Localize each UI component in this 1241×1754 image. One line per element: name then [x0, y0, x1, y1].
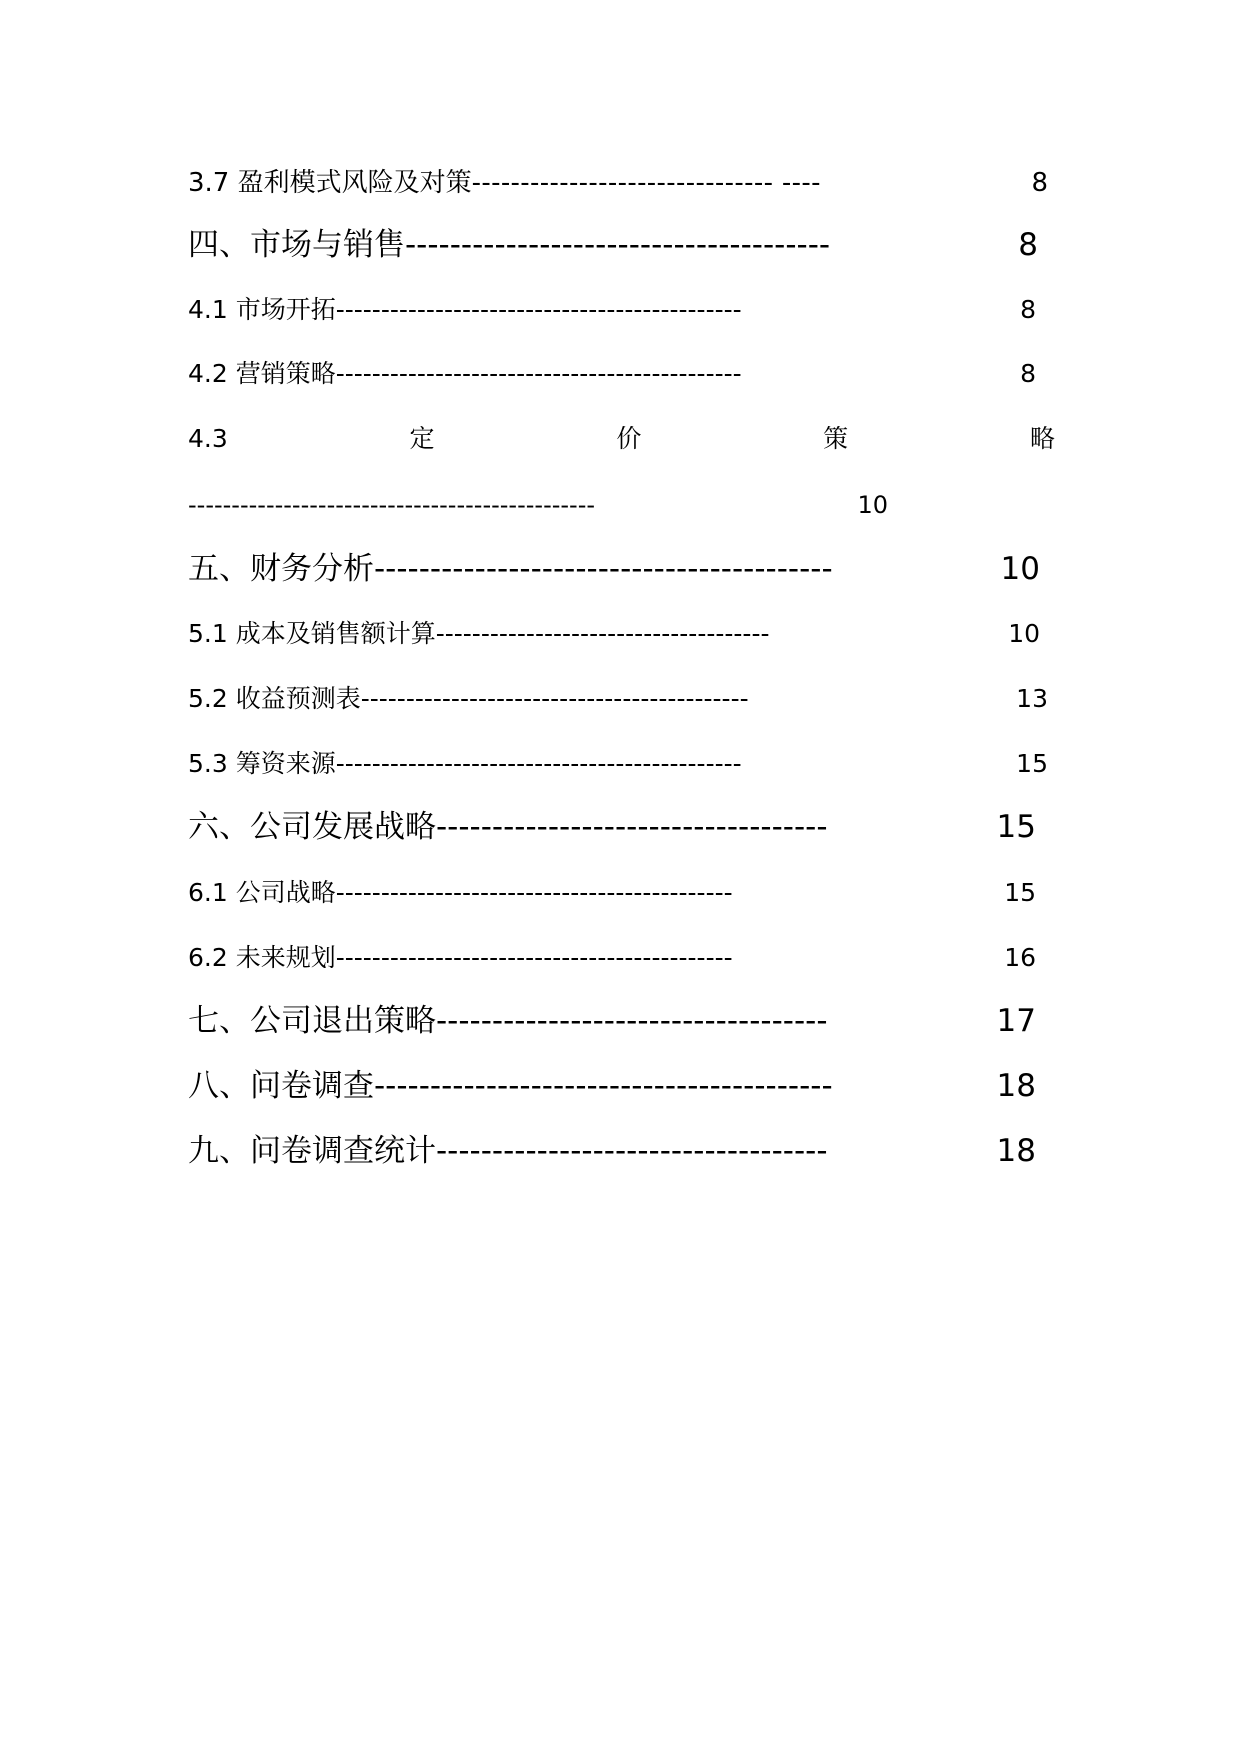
toc-entry-title: 九、问卷调查统计 — [188, 1133, 436, 1169]
toc-entry-title: 六、公司发展战略 — [188, 809, 436, 845]
toc-entry-leader: ----------------------------------------- — [374, 1071, 833, 1102]
toc-entry-page: 10 — [1000, 551, 1040, 587]
toc-entry-6-2[interactable] — [188, 945, 1036, 970]
toc-entry-leader: -------------------------------------------- — [335, 945, 733, 970]
toc-entry-page: 15 — [1008, 749, 1048, 778]
toc-entry-leader: ------------------------------------- — [435, 621, 770, 646]
toc-entry-leader: --------------------------------------------- — [335, 297, 742, 322]
toc-entry-chapter-9[interactable] — [188, 1133, 1036, 1169]
toc-entry-title-part: 策 — [823, 426, 849, 453]
toc-entry-title: 5.1 成本及销售额计算 — [188, 619, 436, 648]
toc-entry-title: 6.2 未来规划 — [188, 943, 336, 972]
toc-entry-title: 6.1 公司战略 — [188, 878, 336, 907]
toc-entry-title-part: 略 — [1029, 426, 1055, 453]
toc-entry-page: 15 — [1004, 878, 1036, 907]
toc-entry-title: 4.1 市场开拓 — [188, 295, 336, 324]
toc-entry-leader: ----------------------------------- — [436, 812, 828, 843]
toc-entry-title: 四、市场与销售 — [188, 227, 405, 263]
toc-entry-page: 16 — [1004, 943, 1036, 972]
toc-entry-page: 10 — [857, 491, 888, 519]
toc-entry-5-2[interactable] — [188, 686, 1048, 711]
toc-entry-title-part: 定 — [409, 426, 435, 453]
toc-entry-chapter-6[interactable] — [188, 809, 1036, 845]
toc-entry-page: 8 — [1020, 359, 1036, 388]
toc-entry-leader: ----------------------------------------------- — [188, 493, 596, 517]
toc-entry-page: 10 — [1008, 619, 1040, 648]
toc-entry-leader: -------------------------------------------- — [335, 880, 733, 905]
toc-entry-page: 8 — [1020, 295, 1036, 324]
toc-entry-page: 18 — [996, 1068, 1036, 1104]
toc-entry-leader: ------------------------------------------- — [360, 686, 749, 711]
toc-entry-chapter-7[interactable] — [188, 1003, 1036, 1039]
toc-entry-title: 七、公司退出策略 — [188, 1003, 436, 1039]
toc-entry-chapter-8[interactable] — [188, 1068, 1036, 1104]
toc-entry-chapter-4[interactable] — [188, 227, 1038, 263]
toc-entry-6-1[interactable] — [188, 880, 1036, 905]
toc-entry-page: 15 — [996, 809, 1036, 845]
toc-entry-page: 18 — [996, 1133, 1036, 1169]
toc-entry-title: 八、问卷调查 — [188, 1068, 374, 1104]
toc-entry-page: 8 — [1018, 227, 1038, 263]
toc-entry-leader: --------------------------------------------- — [335, 361, 742, 386]
toc-entry-page: 17 — [996, 1003, 1036, 1039]
toc-entry-leader: ----------------------------------------- — [374, 554, 833, 585]
toc-entry-leader: ----------------------------------- — [436, 1136, 828, 1167]
toc-entry-title: 5.2 收益预测表 — [188, 684, 361, 713]
toc-entry-leader: -------------------------------------- — [405, 230, 831, 261]
toc-entry-4-2[interactable] — [188, 361, 1036, 386]
toc-entry-3-7[interactable] — [188, 170, 1048, 196]
toc-entry-title-part: 4.3 — [188, 426, 228, 453]
toc-entry-5-3[interactable] — [188, 751, 1048, 776]
toc-entry-4-3-title[interactable] — [188, 426, 1055, 460]
toc-entry-title-part: 价 — [616, 426, 642, 453]
toc-entry-page: 8 — [1031, 168, 1048, 198]
toc-entry-title: 3.7 盈利模式风险及对策 — [188, 168, 472, 198]
toc-entry-chapter-5[interactable] — [188, 551, 1040, 587]
toc-entry-4-3-leader-line[interactable] — [188, 493, 888, 517]
toc-entry-5-1[interactable] — [188, 621, 1040, 646]
toc-entry-leader: ------------------------------- ---- — [471, 170, 821, 196]
toc-entry-title: 4.2 营销策略 — [188, 359, 336, 388]
toc-entry-page: 13 — [1008, 684, 1048, 713]
toc-entry-leader: --------------------------------------------- — [335, 751, 742, 776]
toc-entry-4-1[interactable] — [188, 297, 1036, 322]
toc-entry-title: 5.3 筹资来源 — [188, 749, 336, 778]
toc-entry-leader: ----------------------------------- — [436, 1006, 828, 1037]
toc-entry-title: 五、财务分析 — [188, 551, 374, 587]
